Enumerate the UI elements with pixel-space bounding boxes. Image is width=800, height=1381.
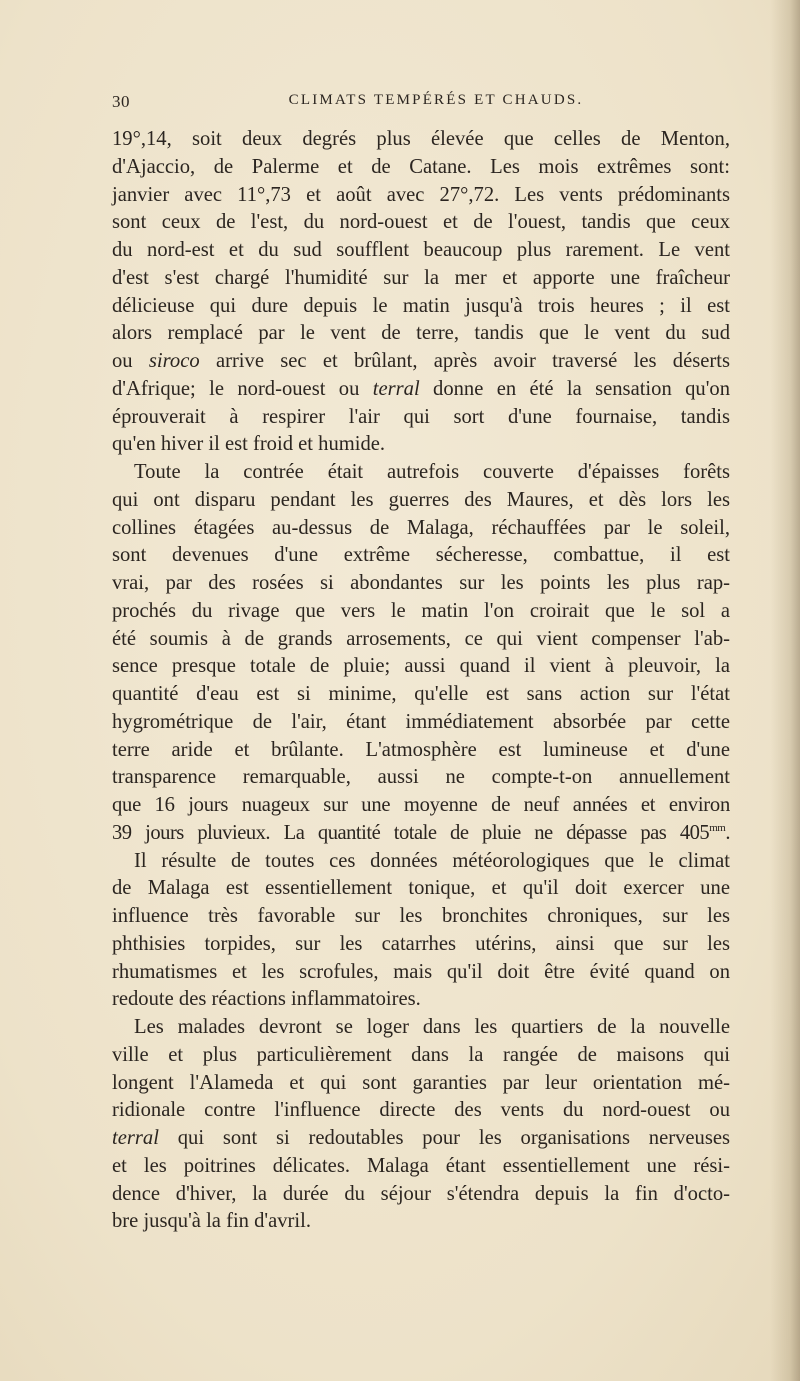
unit-superscript: mm bbox=[709, 821, 726, 834]
text-run: 19°,14, soit deux degrés plus élevée que celles de Menton, bbox=[112, 128, 730, 150]
text-run: d'Afrique; le nord-ouest ou bbox=[112, 377, 373, 400]
text-line bbox=[112, 1208, 730, 1236]
italic-term: terral bbox=[372, 377, 420, 400]
text-line bbox=[112, 376, 730, 404]
text-line bbox=[112, 820, 730, 848]
text-line bbox=[112, 209, 730, 237]
text-line bbox=[112, 903, 730, 931]
text-line bbox=[112, 1097, 730, 1125]
text-line bbox=[112, 1153, 730, 1181]
text-line bbox=[112, 764, 730, 792]
text-run: dence d'hiver, la durée du séjour s'étendra depuis la fin d'octo- bbox=[112, 1182, 730, 1205]
text-line bbox=[112, 265, 730, 293]
text-run: sont devenues d'une extrême sécheresse, combattue, il est bbox=[112, 544, 730, 567]
body-text bbox=[112, 126, 730, 1236]
text-run: transparence remarquable, aussi ne compte-t-on annuellement bbox=[112, 766, 730, 789]
italic-term: terral bbox=[112, 1127, 159, 1149]
text-run: ridionale contre l'influence directe des vents du nord-ouest ou bbox=[112, 1099, 730, 1122]
text-line bbox=[112, 1014, 730, 1042]
text-run: terre aride et brûlante. L'atmosphère est lumineuse et d'une bbox=[112, 738, 730, 761]
page-header bbox=[112, 92, 732, 114]
text-run: redoute des réactions inflammatoires. bbox=[112, 988, 421, 1011]
text-run: ou bbox=[112, 350, 149, 372]
text-line bbox=[112, 487, 730, 515]
text-run: Il résulte de toutes ces données météorologiques que le climat bbox=[134, 849, 730, 872]
text-run: influence très favorable sur les bronchites chroniques, sur les bbox=[112, 905, 730, 927]
text-run: qui ont disparu pendant les guerres des Maures, et dès lors les bbox=[112, 488, 730, 511]
text-line bbox=[112, 931, 730, 959]
text-run: que 16 jours nuageux sur une moyenne de neuf années et environ bbox=[112, 794, 730, 816]
text-run: alors remplacé par le vent de terre, tandis que le vent du sud bbox=[112, 322, 730, 345]
text-run: hygrométrique de l'air, étant immédiatement absorbée par cette bbox=[112, 710, 730, 733]
text-run: 39 jours pluvieux. La quantité totale de pluie ne dépasse pas 405 bbox=[112, 821, 710, 844]
text-line bbox=[112, 237, 730, 265]
text-run: bre jusqu'à la fin d'avril. bbox=[112, 1210, 311, 1233]
text-line bbox=[112, 431, 730, 459]
text-line bbox=[112, 709, 730, 737]
text-line bbox=[112, 182, 730, 210]
text-run: arrive sec et brûlant, après avoir traversé les déserts bbox=[199, 350, 730, 372]
text-run: rhumatismes et les scrofules, mais qu'il doit être évité quand on bbox=[112, 960, 730, 983]
text-run: et les poitrines délicates. Malaga étant essentiellement une rési- bbox=[112, 1154, 730, 1177]
text-line bbox=[112, 293, 730, 321]
text-run: sence presque totale de pluie; aussi quand il vient à pleuvoir, la bbox=[112, 655, 730, 678]
text-line bbox=[112, 570, 730, 598]
text-line bbox=[112, 1070, 730, 1098]
text-run: quantité d'eau est si minime, qu'elle est sans action sur l'état bbox=[112, 683, 730, 705]
text-line bbox=[112, 653, 730, 681]
italic-term: siroco bbox=[148, 350, 200, 372]
text-line bbox=[112, 1125, 730, 1153]
text-line bbox=[112, 154, 730, 182]
text-run: qui sont si redoutables pour les organisations nerveuses bbox=[158, 1127, 730, 1149]
text-line bbox=[112, 848, 730, 876]
text-run: éprouverait à respirer l'air qui sort d'une fournaise, tandis bbox=[112, 405, 730, 428]
text-line bbox=[112, 348, 730, 376]
text-line bbox=[112, 875, 730, 903]
text-run: collines étagées au-dessus de Malaga, réchauffées par le soleil, bbox=[112, 516, 730, 539]
text-run: du nord-est et du sud soufflent beaucoup plus rarement. Le vent bbox=[112, 239, 730, 261]
text-line bbox=[112, 542, 730, 570]
text-run: de Malaga est essentiellement tonique, et qu'il doit exercer une bbox=[112, 877, 730, 900]
page-number: 30 bbox=[112, 92, 130, 111]
text-line bbox=[112, 404, 730, 432]
text-line bbox=[112, 126, 730, 154]
text-line bbox=[112, 681, 730, 709]
running-title: CLIMATS TEMPÉRÉS ET CHAUDS. bbox=[288, 92, 584, 108]
text-run: ville et plus particulièrement dans la rangée de maisons qui bbox=[112, 1043, 730, 1066]
text-run: longent l'Alameda et qui sont garanties par leur orientation mé- bbox=[112, 1071, 730, 1094]
text-line bbox=[112, 598, 730, 626]
text-run: délicieuse qui dure depuis le matin jusqu'à trois heures ; il est bbox=[112, 294, 730, 317]
text-run: qu'en hiver il est froid et humide. bbox=[112, 433, 386, 456]
text-run: vrai, par des rosées si abondantes sur les points les plus rap- bbox=[112, 572, 730, 594]
text-run: d'est s'est chargé l'humidité sur la mer et apporte une fraîcheur bbox=[112, 266, 730, 289]
text-run: prochés du rivage que vers le matin l'on croirait que le sol a bbox=[112, 599, 730, 622]
text-line bbox=[112, 515, 730, 543]
text-line bbox=[112, 959, 730, 987]
text-run: été soumis à de grands arrosements, ce qui vient compenser l'ab- bbox=[112, 627, 730, 650]
text-line bbox=[112, 626, 730, 654]
text-run: sont ceux de l'est, du nord-ouest et de l'ouest, tandis que ceux bbox=[112, 211, 730, 234]
text-line bbox=[112, 737, 730, 765]
text-line bbox=[112, 459, 730, 487]
text-run: donne en été la sensation qu'on bbox=[419, 377, 730, 400]
text-run: phthisies torpides, sur les catarrhes utérins, ainsi que sur les bbox=[112, 932, 730, 955]
text-line bbox=[112, 320, 730, 348]
text-run: janvier avec 11°,73 et août avec 27°,72. Les vents prédominants bbox=[112, 183, 730, 206]
text-run: Toute la contrée était autrefois couverte d'épaisses forêts bbox=[134, 461, 730, 483]
text-line bbox=[112, 1181, 730, 1209]
text-run: d'Ajaccio, de Palerme et de Catane. Les mois extrêmes sont: bbox=[112, 155, 730, 178]
text-line bbox=[112, 1042, 730, 1070]
text-run: Les malades devront se loger dans les quartiers de la nouvelle bbox=[134, 1016, 730, 1038]
text-run: . bbox=[725, 821, 730, 844]
text-line bbox=[112, 792, 730, 820]
text-line bbox=[112, 986, 730, 1014]
